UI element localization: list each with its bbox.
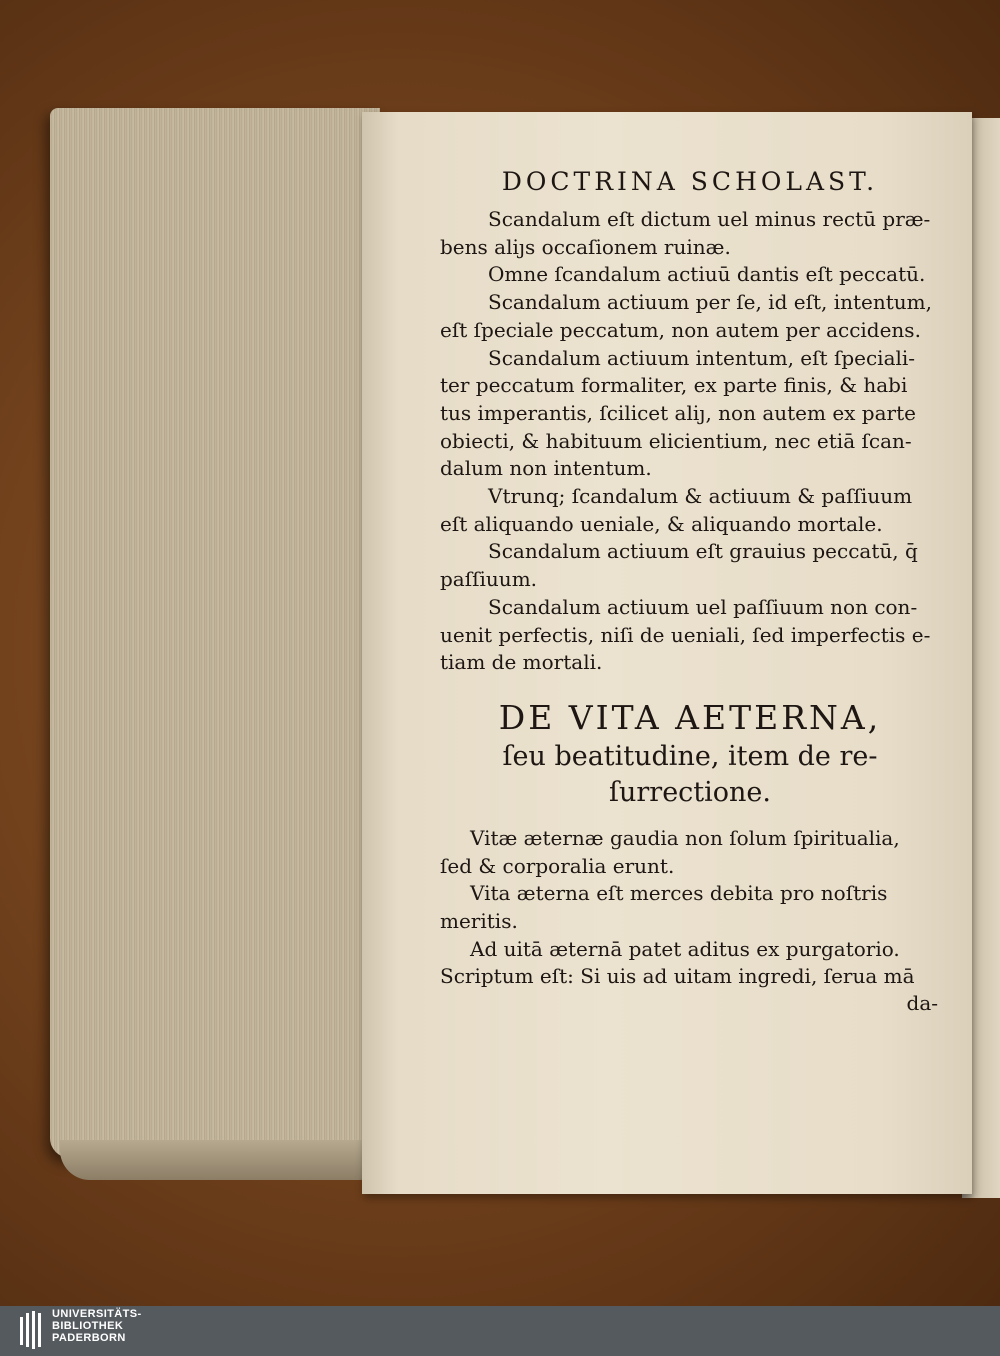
book-page-edges [50, 108, 380, 1158]
logo-line-2: BIBLIOTHEK [52, 1320, 124, 1332]
section-title: DE VITA AETERNA, [498, 697, 882, 737]
footer-bar [0, 1306, 1000, 1356]
paragraph-5: Vtrunq; ſcandalum & actiuum & paſſiuum eſt aliquando ueniale, & aliquando mortale. [440, 484, 913, 536]
paragraph-9: Vita æterna eſt merces debita pro noſtris meritis. [440, 881, 888, 934]
paragraph-8: Vitæ æternæ gaudia non ſolum ſpiritualia, ſed & corporalia erunt. [440, 825, 900, 878]
page-text [440, 164, 940, 1015]
paragraph-2: Omne ſcandalum actiuū dantis eſt peccatū. [488, 262, 926, 287]
logo-line-3: PADERBORN [52, 1332, 126, 1344]
paragraph-1: Scandalum eſt dictum uel minus rectū præ- bens aliȷs occaſionem ruinæ. [440, 207, 931, 259]
paragraph-6: Scandalum actiuum eſt grauius peccatū, q̄ paſſiuum. [440, 539, 918, 592]
running-head: DOCTRINA SCHOLAST. [501, 167, 879, 196]
paragraph-4: Scandalum actiuum intentum, eſt ſpeciali- ter peccatum formaliter, ex parte finis, & habi tus imperantis, ſcilicet aliȷ, non autem ex parte obiecti, & habituum elicientium, nec etiā ſcan- dalum non intentum. [440, 345, 916, 481]
book-bottom-edge [60, 1140, 380, 1180]
catchword: da- [906, 991, 938, 1016]
section-subtitle: ſeu beatitudine, item de re- ſurrectione. [502, 740, 878, 808]
paragraph-7: Scandalum actiuum uel paſſiuum non con- uenit perfectis, niſi de ueniali, ſed imperfectis e- tiam de mortali. [440, 594, 931, 675]
library-logo-icon [20, 1311, 44, 1349]
paragraph-3: Scandalum actiuum per ſe, id eſt, intentum, eſt ſpeciale peccatum, non autem per accidens. [440, 290, 933, 342]
library-logo-text [52, 1308, 142, 1344]
paragraph-10: Ad uitā æternā patet aditus ex purgatorio. Scriptum eſt: Si uis ad uitam ingredi, ſerua mā [440, 936, 915, 989]
logo-line-1: UNIVERSITÄTS- [52, 1308, 142, 1320]
